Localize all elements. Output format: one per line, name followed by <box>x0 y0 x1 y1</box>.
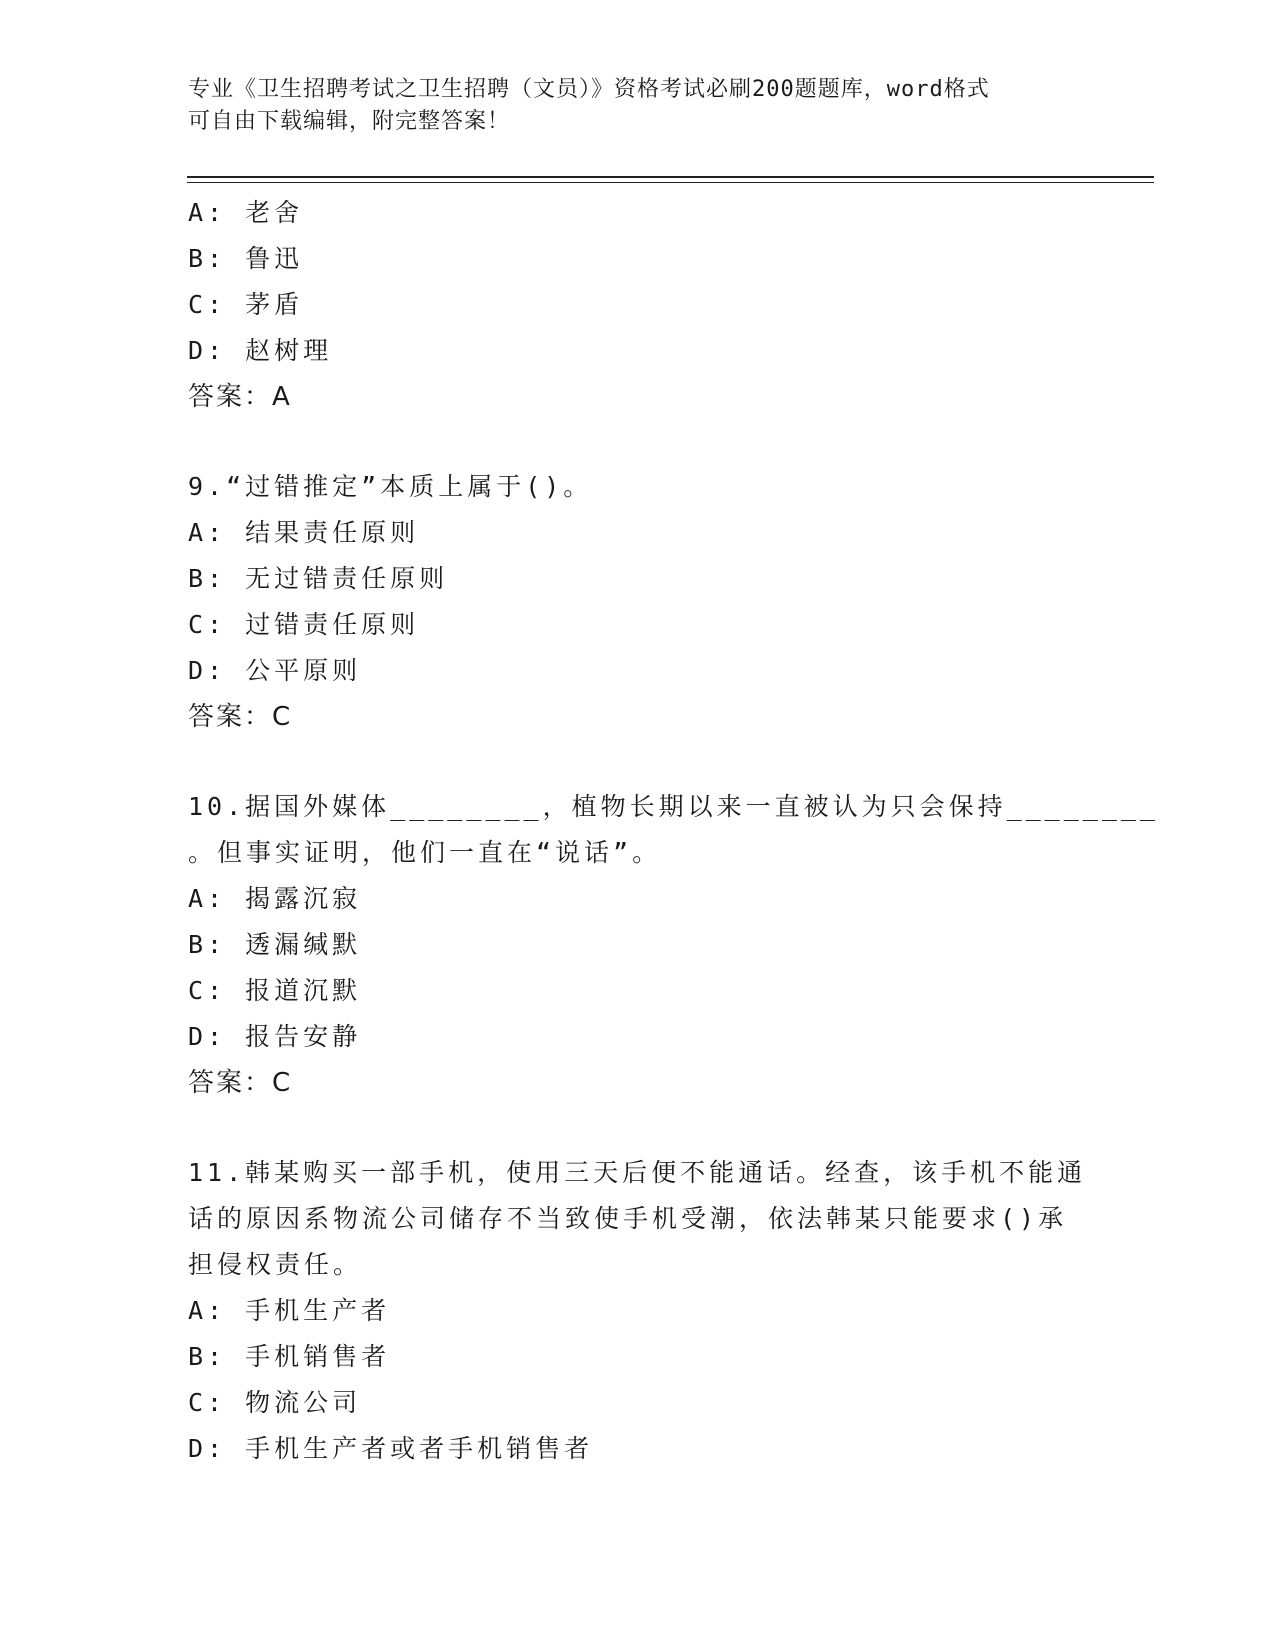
question-block-10 <box>188 784 1159 1106</box>
option-c: C: 过错责任原则 <box>188 610 420 639</box>
question-text: 9.“过错推定”本质上属于()。 <box>188 472 593 501</box>
document-header <box>188 74 1088 138</box>
answer-line: 答案：C <box>188 702 293 732</box>
header-line-1: 专业《卫生招聘考试之卫生招聘（文员）》资格考试必刷200题题库，word格式 <box>188 77 990 102</box>
option-c: C: 物流公司 <box>188 1388 362 1417</box>
option-b: B: 透漏缄默 <box>188 930 362 959</box>
header-divider-thin <box>187 182 1154 183</box>
option-d: D: 公平原则 <box>188 656 362 685</box>
question-text-line-2: 话的原因系物流公司储存不当致使手机受潮，依法韩某只能要求()承 <box>188 1204 1068 1233</box>
option-c: C: 报道沉默 <box>188 976 362 1005</box>
question-block-11 <box>188 1150 1088 1472</box>
question-block-9 <box>188 464 1088 740</box>
question-text-line-1: 11.韩某购买一部手机，使用三天后便不能通话。经查，该手机不能通 <box>188 1158 1087 1187</box>
option-a: A: 老舍 <box>188 198 304 227</box>
option-a: A: 手机生产者 <box>188 1296 391 1325</box>
option-b: B: 手机销售者 <box>188 1342 391 1371</box>
question-text-line-3: 担侵权责任。 <box>188 1250 363 1279</box>
question-text-line-1: 10.据国外媒体________，植物长期以来一直被认为只会保持________ <box>188 792 1159 821</box>
option-b: B: 无过错责任原则 <box>188 564 449 593</box>
option-d: D: 报告安静 <box>188 1022 362 1051</box>
option-d: D: 赵树理 <box>188 336 333 365</box>
header-line-2: 可自由下载编辑，附完整答案！ <box>188 109 511 134</box>
option-b: B: 鲁迅 <box>188 244 304 273</box>
question-block-8 <box>188 190 1088 420</box>
question-list <box>188 190 1159 1472</box>
answer-line: 答案：C <box>188 1068 293 1098</box>
option-c: C: 茅盾 <box>188 290 304 319</box>
option-d: D: 手机生产者或者手机销售者 <box>188 1434 594 1463</box>
option-a: A: 揭露沉寂 <box>188 884 362 913</box>
answer-line: 答案：A <box>188 382 292 412</box>
question-text-line-2: 。但事实证明，他们一直在“说话”。 <box>188 838 662 867</box>
option-a: A: 结果责任原则 <box>188 518 420 547</box>
header-divider-thick <box>187 176 1154 178</box>
